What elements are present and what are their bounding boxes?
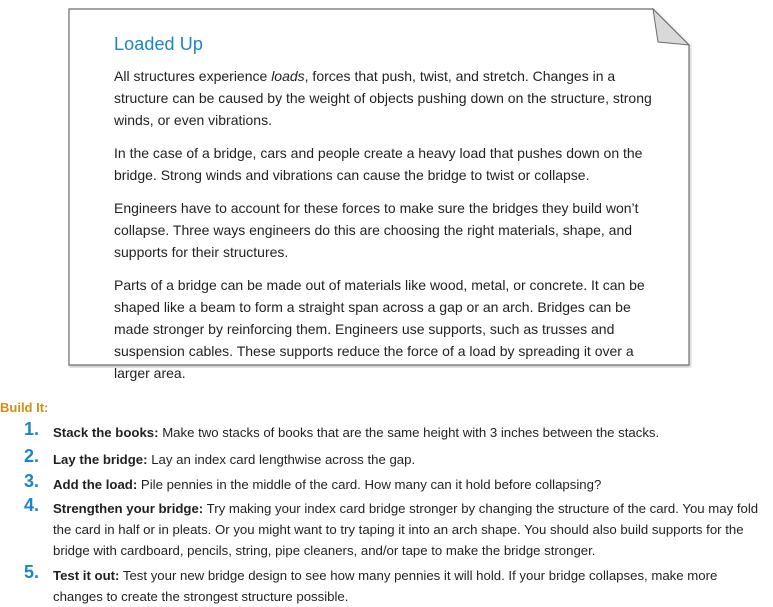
- note-title: Loaded Up: [114, 34, 203, 54]
- note-paragraph-1: All structures experience loads, forces that push, twist, and stretch. Changes in a structure can be caused by the weight of objects pushing down on the structure, strong winds, or even vibrations.: [114, 68, 652, 128]
- step-text: Add the load: Pile pennies in the middle of the card. How many can it hold before collapsing?: [53, 477, 602, 492]
- note-paragraph-4: Parts of a bridge can be made out of materials like wood, metal, or concrete. It can be shaped like a beam to form a straight span across a gap or an arch. Bridges can be made stronger by reinforcing them. Engineers use supports, such as trusses and suspension cables. These supports reduce the force of a load by spreading it over a larger area.: [114, 277, 645, 381]
- step-number: 1.: [24, 419, 40, 439]
- step-text: Stack the books: Make two stacks of books that are the same height with 3 inches between the stacks.: [53, 425, 660, 440]
- build-it-heading: Build It:: [0, 400, 49, 415]
- step-number: 4.: [24, 495, 40, 515]
- step-number: 3.: [24, 471, 40, 491]
- step-number: 2.: [24, 446, 40, 466]
- step-text: Strengthen your bridge: Try making your index card bridge stronger by changing the structure of the card. You may fold the card in half or in pleats. Or you might want to try taping it into an arch shape. You should also build supports for the bridge with cardboard, pencils, string, pipe cleaners, and/or tape to make the bridge stronger.: [53, 501, 759, 558]
- note-paragraph-2: In the case of a bridge, cars and people create a heavy load that pushes down on the bridge. Strong winds and vibrations can cause the bridge to twist or collapse.: [114, 145, 643, 183]
- loaded-up-note-card: [68, 8, 690, 381]
- step-number: 5.: [24, 562, 40, 582]
- folded-corner: [653, 9, 689, 45]
- step-text: Lay the bridge: Lay an index card lengthwise across the gap.: [53, 452, 416, 467]
- note-paragraph-3: Engineers have to account for these forces to make sure the bridges they build won’t collapse. Three ways engineers do this are choosing the right materials, shape, and supports for their structures.: [114, 200, 639, 260]
- step-text: Test it out: Test your new bridge design to see how many pennies it will hold. If your bridge collapses, make more changes to create the strongest structure possible.: [53, 568, 718, 604]
